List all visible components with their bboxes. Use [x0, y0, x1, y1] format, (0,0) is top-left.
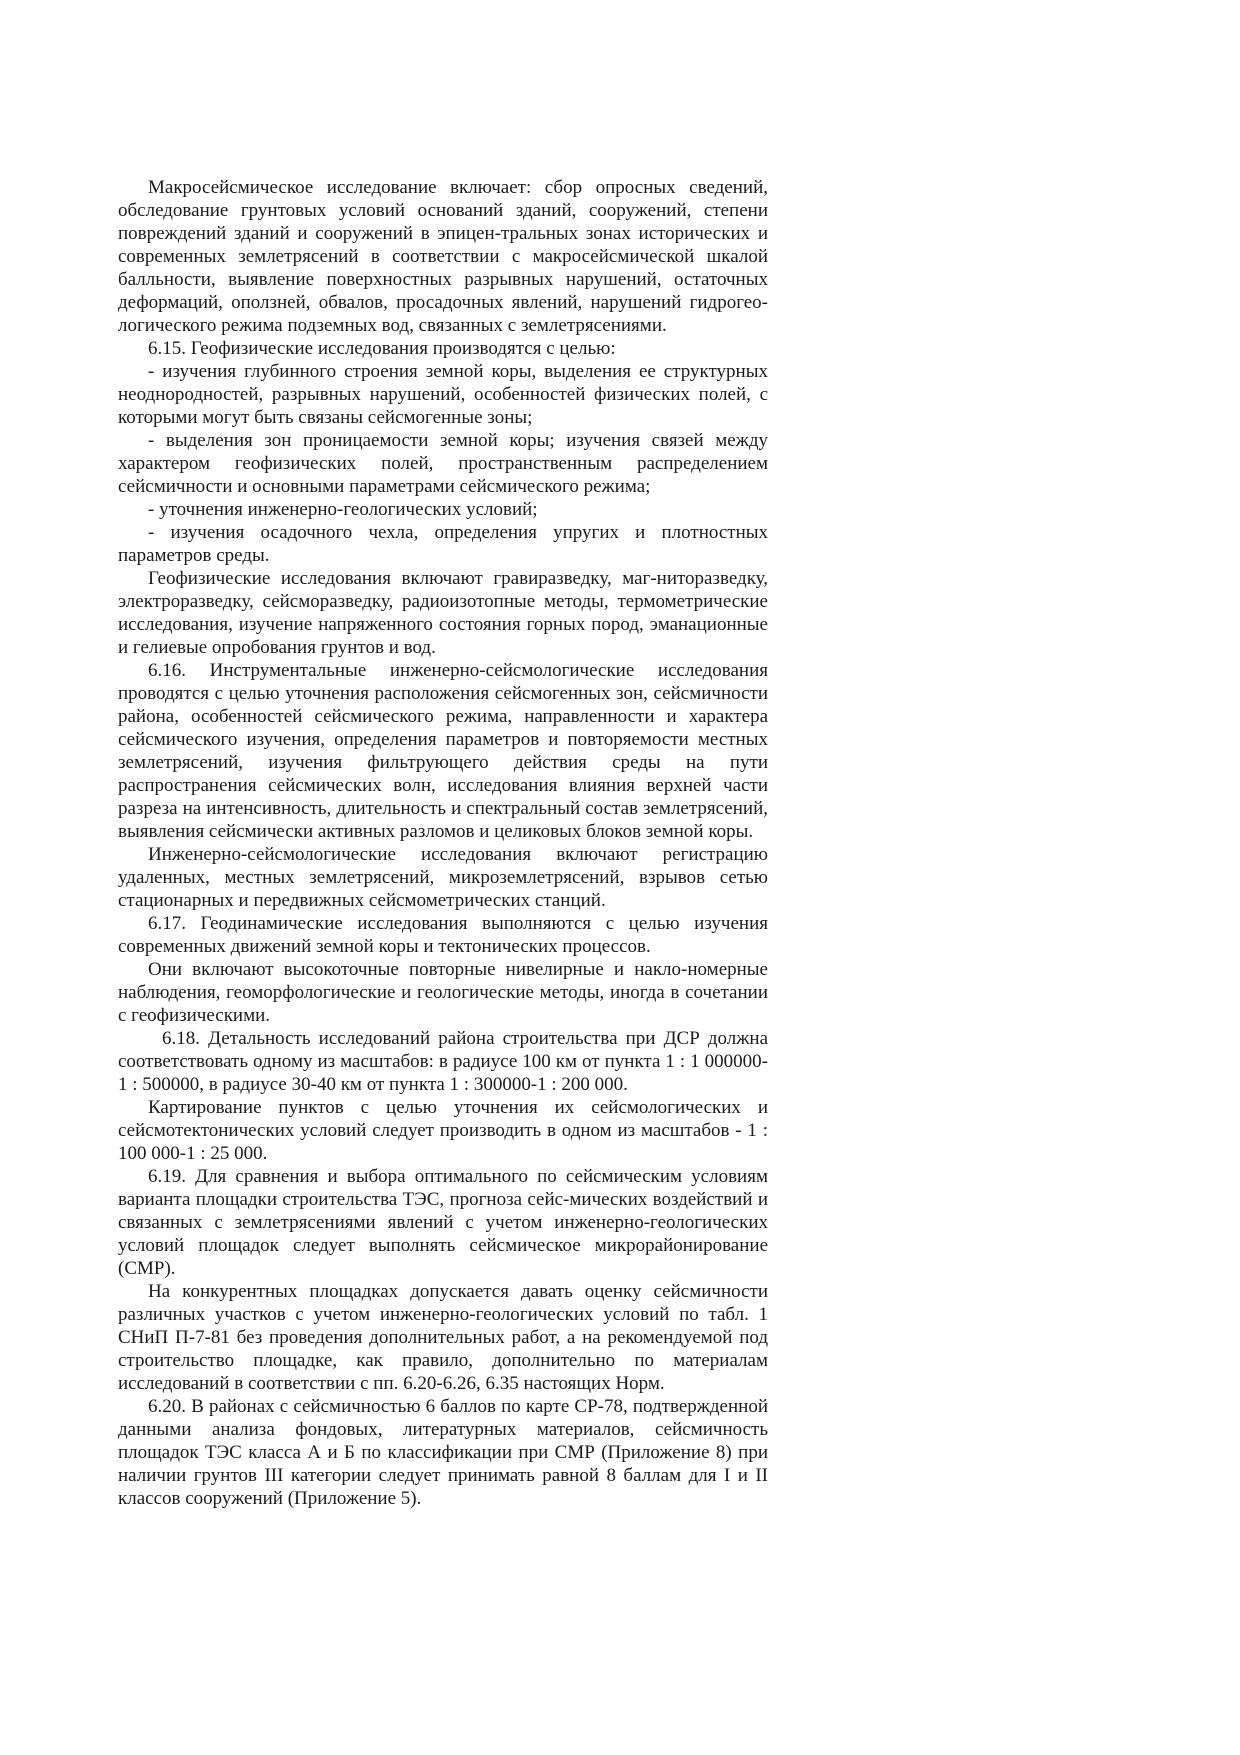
list-item-permeability-zones: - выделения зон проницаемости земной коры; изучения связей между характером геофизических полей, пространственным распределением сейсмичности и основными параметрами сейсмического режима; [118, 430, 768, 497]
paragraph-6-15: 6.15. Геофизические исследования производятся с целью: [148, 338, 616, 359]
paragraph-competing-sites: На конкурентных площадках допускается давать оценку сейсмичности различных участков с учетом инженерно-геологических условий по табл. 1 СНиП П-7-81 без проведения дополнительных работ, а на рекомендуемой под строительство площадке, как правило, дополнительно по материалам исследований в соответствии с пп. 6.20-6.26, 6.35 настоящих Норм. [118, 1281, 768, 1394]
list-item-engineering-geology: - уточнения инженерно-геологических условий; [148, 499, 538, 520]
paragraph-6-16: 6.16. Инструментальные инженерно-сейсмологические исследования проводятся с целью уточнения расположения сейсмогенных зон, сейсмичности района, особенностей сейсмического режима, направленности и характера сейсмического изучения, определения параметров и повторяемости местных землетрясений, изучения фильтрующего действия среды на пути распространения сейсмических волн, исследования влияния верхней части разреза на интенсивность, длительность и спектральный состав землетрясений, выявления сейсмически активных разломов и целиковых блоков земной коры. [118, 660, 768, 842]
list-item-deep-structure: - изучения глубинного строения земной коры, выделения ее структурных неоднородностей, разрывных нарушений, особенностей физических полей, с которыми могут быть связаны сейсмогенные зоны; [118, 361, 768, 428]
paragraph-6-19: 6.19. Для сравнения и выбора оптимального по сейсмическим условиям варианта площадки строительства ТЭС, прогноза сейс-мических воздействий и связанных с землетрясениями явлений с учетом инженерно-геологических условий площадок следует выполнять сейсмическое микрорайонирование (СМР). [118, 1166, 768, 1279]
paragraph-macroseismic: Макросейсмическое исследование включает: сбор опросных сведений, обследование грунтовых условий оснований зданий, сооружений, степени повреждений зданий и сооружений в эпицен-тральных зонах исторических и современных землетрясений в соответствии с макросейсмической шкалой балльности, выявление поверхностных разрывных нарушений, остаточных деформаций, оползней, обвалов, просадочных явлений, нарушений гидрогео-логического режима подземных вод, связанных с землетрясениями. [118, 177, 768, 336]
paragraph-6-20: 6.20. В районах с сейсмичностью 6 баллов по карте СР-78, подтвержденной данными анализа фондовых, литературных материалов, сейсмичность площадок ТЭС класса А и Б по классификации при СМР (Приложение 8) при наличии грунтов III категории следует принимать равной 8 баллам для I и II классов сооружений (Приложение 5). [118, 1396, 768, 1509]
paragraph-leveling-observations: Они включают высокоточные повторные нивелирные и накло-номерные наблюдения, геоморфологические и геологические методы, иногда в сочетании с геофизическими. [118, 959, 768, 1026]
paragraph-seismological-registration: Инженерно-сейсмологические исследования включают регистрацию удаленных, местных землетрясений, микроземлетрясений, взрывов сетью стационарных и передвижных сейсмометрических станций. [118, 844, 768, 911]
paragraph-mapping-scales: Картирование пунктов с целью уточнения их сейсмологических и сейсмотектонических условий следует производить в одном из масштабов - 1 : 100 000-1 : 25 000. [118, 1097, 768, 1164]
document-body [118, 176, 768, 1510]
paragraph-6-17: 6.17. Геодинамические исследования выполняются с целью изучения современных движений земной коры и тектонических процессов. [118, 913, 768, 957]
list-item-sedimentary-cover: - изучения осадочного чехла, определения упругих и плотностных параметров среды. [118, 522, 768, 566]
paragraph-6-18: 6.18. Детальность исследований района строительства при ДСР должна соответствовать одному из масштабов: в радиусе 100 км от пункта 1 : 1 000000-1 : 500000, в радиусе 30-40 км от пункта 1 : 300000-1 : 200 000. [118, 1028, 768, 1095]
paragraph-geophysical-methods: Геофизические исследования включают гравиразведку, маг-ниторазведку, электроразведку, сейсморазведку, радиоизотопные методы, термометрические исследования, изучение напряженного состояния горных пород, эманационные и гелиевые опробования грунтов и вод. [118, 568, 768, 658]
